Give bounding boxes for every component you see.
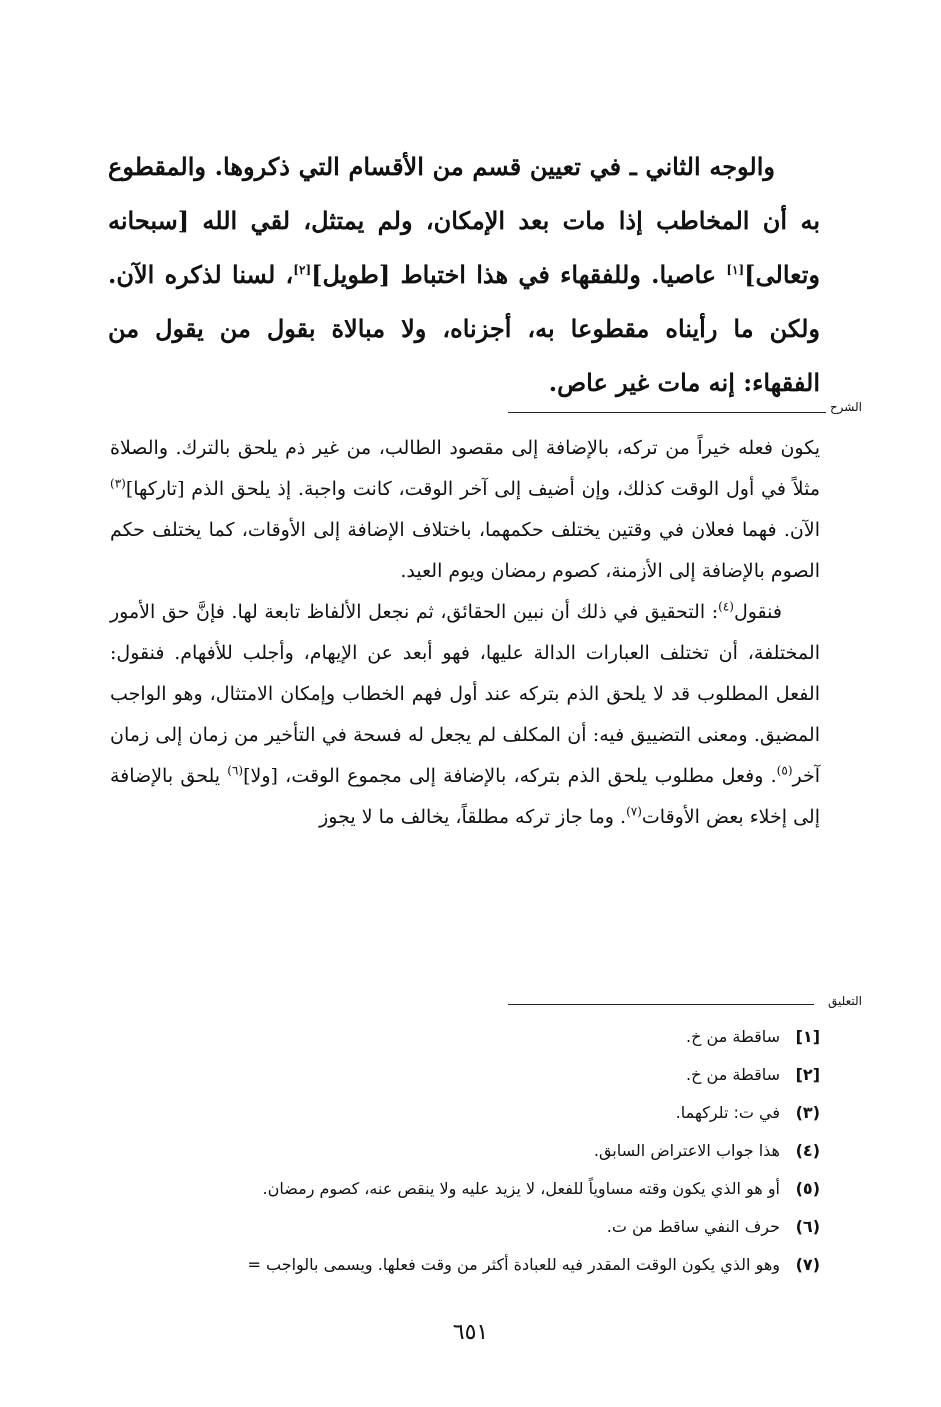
footnote-item (248, 1132, 821, 1170)
sharh-paragraph (110, 592, 820, 838)
footnote-text: هذا جواب الاعتراض السابق. (593, 1141, 780, 1160)
ref-marker-2: [٢] (293, 263, 312, 277)
footnote-number: (٣) (795, 1103, 820, 1122)
taliq-divider (508, 1004, 814, 1005)
sharh-text-part: . وفعل مطلوب يلحق الذم بتركه، بالإضافة إلى مجموع الوقت، [ولا] (243, 765, 777, 787)
sharh-label: الشرح (829, 400, 862, 414)
footnote-number: (٥) (795, 1179, 820, 1198)
footnote-number: (٤) (795, 1141, 820, 1160)
footnote-text: في ت: تلركهما. (675, 1103, 780, 1122)
footnote-item (248, 1018, 821, 1056)
footnote-number: [١] (795, 1027, 820, 1046)
page-number: ٦٥١ (452, 1320, 489, 1345)
footnote-marker-4: (٤) (718, 599, 734, 614)
footnote-text: ساقطة من خ. (686, 1027, 780, 1046)
sharh-divider (508, 412, 826, 413)
footnote-text: حرف النفي ساقط من ت. (606, 1217, 780, 1236)
footnote-item (248, 1246, 821, 1284)
main-text-part: عاصيا. وللفقهاء في هذا اختباط [طويل] (311, 260, 727, 289)
footnote-text: ساقطة من خ. (686, 1065, 780, 1084)
footnote-item (248, 1170, 821, 1208)
sharh-text-part: . وما جاز تركه مطلقاً، يخالف ما لا يجوز (319, 806, 627, 828)
footnote-marker-3: (٣) (110, 476, 126, 491)
footnote-marker-7: (٧) (626, 804, 642, 819)
footnote-marker-5: (٥) (776, 763, 793, 778)
taliq-label: التعليق (827, 994, 862, 1008)
footnote-item (248, 1208, 821, 1246)
main-text-part: والوجه الثاني ـ في تعيين قسم من الأقسام التي ذكروها. والمقطوع به أن المخاطب إذا مات بعد الإمكان، ولم يمتثل، لقي الله [سبحانه وتعالى] (108, 152, 821, 289)
footnote-item (248, 1094, 821, 1132)
footnotes-list (248, 1018, 821, 1284)
footnote-text: أو هو الذي يكون وقته مساوياً للفعل، لا يزيد عليه ولا ينقص عنه، كصوم رمضان. (262, 1179, 780, 1198)
ref-marker-1: [١] (726, 263, 745, 277)
main-paragraph (108, 140, 820, 410)
sharh-text-part: يكون فعله خيراً من تركه، بالإضافة إلى مقصود الطالب، من غير ذم يلحق بالترك. والصلاة مثلاً في أول الوقت كذلك، وإن أضيف إلى آخر الوقت، كانت واجبة. إذ يلحق الذم [تاركها] (110, 437, 820, 500)
sharh-text-part: فنقول (733, 601, 782, 623)
footnote-item (248, 1056, 821, 1094)
footnote-number: (٧) (795, 1255, 820, 1274)
sharh-text-part: الآن. فهما فعلان في وقتين يختلف حكمهما، باختلاف الإضافة إلى الأوقات، كما يختلف حكم الصوم بالإضافة إلى الأزمنة، كصوم رمضان ويوم العيد. (110, 519, 820, 582)
footnote-text: وهو الذي يكون الوقت المقدر فيه للعبادة أكثر من وقت فعلها. ويسمى بالواجب = (247, 1255, 780, 1274)
main-text (108, 140, 820, 410)
sharh-text-part: يلحق بالإضافة إلى إخلاء بعض الأوقات (110, 765, 820, 828)
footnote-number: (٦) (795, 1217, 820, 1236)
main-text-part: ، لسنا لذكره الآن. ولكن ما رأيناه مقطوعا به، أجزناه، ولا مبالاة بقول من يقول من الفقهاء: إنه مات غير عاص. (108, 260, 820, 397)
footnote-number: [٢] (795, 1065, 820, 1084)
footnote-marker-6: (٦) (227, 763, 244, 778)
sharh-text-part: : التحقيق في ذلك أن نبين الحقائق، ثم نجعل الألفاظ تابعة لها. فإنَّ حق الأمور المختلفة، أن تختلف العبارات الدالة عليها، فهو أبعد عن الإيهام، وأجلب للأفهام. فنقول: الفعل المطلوب قد لا يلحق الذم بتركه عند أول فهم الخطاب وإمكان الامتثال، وهو الواجب المضيق. ومعنى التضييق فيه: أن المكلف لم يجعل له فسحة في التأخير من زمان إلى زمان آخر (110, 601, 821, 787)
sharh-text (110, 428, 820, 838)
sharh-paragraph (110, 428, 820, 592)
